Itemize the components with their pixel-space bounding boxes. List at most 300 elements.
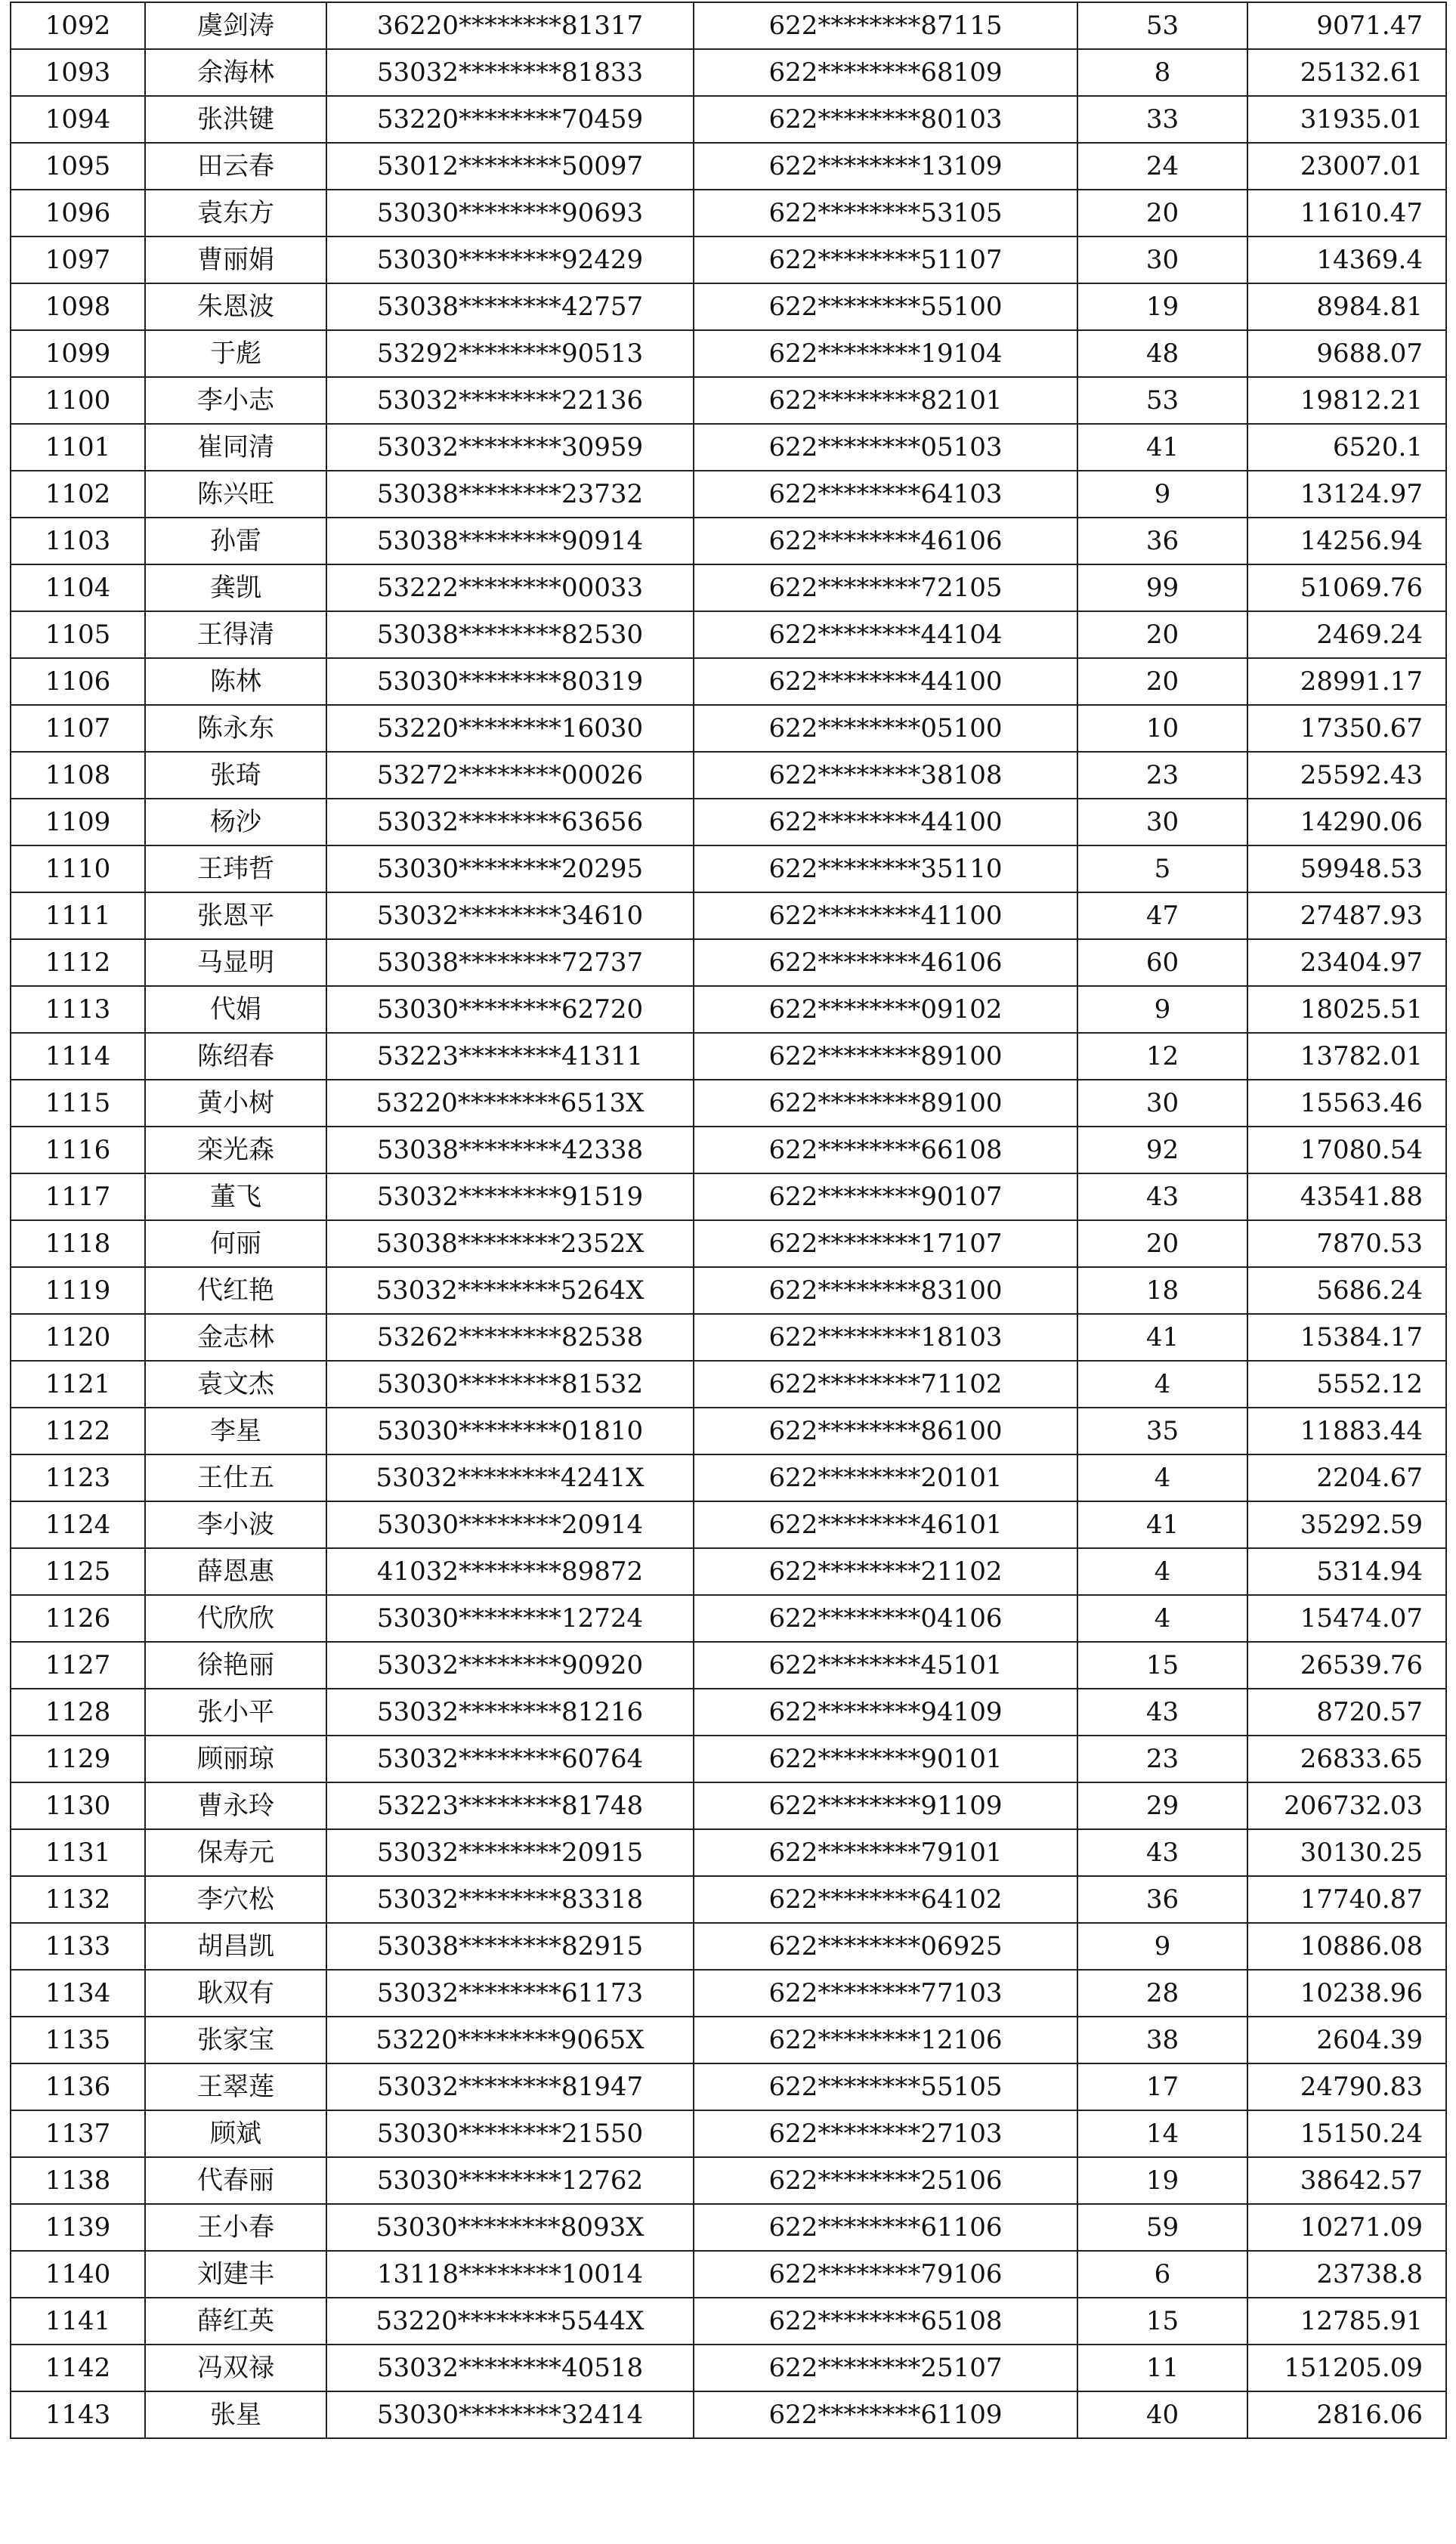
table-row [11, 330, 1446, 377]
name-cell: 顾斌 [145, 2110, 326, 2157]
id-number-cell: 53222********00033 [326, 564, 694, 611]
serial-cell: 1129 [11, 1736, 145, 1782]
id-number-cell: 53032********20915 [326, 1829, 694, 1876]
serial-cell: 1093 [11, 49, 145, 96]
serial-cell: 1136 [11, 2063, 145, 2110]
bank-card-cell: 622********66108 [694, 1127, 1077, 1173]
bank-card-cell: 622********80103 [694, 96, 1077, 143]
name-cell: 张琦 [145, 752, 326, 799]
amount-cell: 14256.94 [1247, 518, 1446, 564]
amount-cell: 23404.97 [1247, 939, 1446, 986]
serial-cell: 1141 [11, 2298, 145, 2345]
bank-card-cell: 622********61106 [694, 2204, 1077, 2251]
id-number-cell: 53030********8093X [326, 2204, 694, 2251]
bank-card-cell: 622********55105 [694, 2063, 1077, 2110]
table-row [11, 96, 1446, 143]
id-number-cell: 53032********4241X [326, 1454, 694, 1501]
count-cell: 5 [1077, 845, 1247, 892]
table-row [11, 1782, 1446, 1829]
name-cell: 袁东方 [145, 190, 326, 236]
serial-cell: 1138 [11, 2157, 145, 2204]
bank-card-cell: 622********71102 [694, 1361, 1077, 1408]
serial-cell: 1110 [11, 845, 145, 892]
table-row [11, 1501, 1446, 1548]
name-cell: 张恩平 [145, 892, 326, 939]
name-cell: 曹永玲 [145, 1782, 326, 1829]
amount-cell: 206732.03 [1247, 1782, 1446, 1829]
name-cell: 陈林 [145, 658, 326, 705]
table-row [11, 518, 1446, 564]
bank-card-cell: 622********17107 [694, 1220, 1077, 1267]
id-number-cell: 53038********2352X [326, 1220, 694, 1267]
amount-cell: 6520.1 [1247, 424, 1446, 471]
id-number-cell: 53038********82915 [326, 1923, 694, 1970]
bank-card-cell: 622********05103 [694, 424, 1077, 471]
count-cell: 15 [1077, 1642, 1247, 1689]
bank-card-cell: 622********44100 [694, 658, 1077, 705]
serial-cell: 1102 [11, 471, 145, 518]
name-cell: 代红艳 [145, 1267, 326, 1314]
count-cell: 43 [1077, 1689, 1247, 1736]
bank-card-cell: 622********09102 [694, 986, 1077, 1033]
table-row [11, 1408, 1446, 1454]
serial-cell: 1122 [11, 1408, 145, 1454]
name-cell: 李小波 [145, 1501, 326, 1548]
amount-cell: 17080.54 [1247, 1127, 1446, 1173]
bank-card-cell: 622********05100 [694, 705, 1077, 752]
amount-cell: 13782.01 [1247, 1033, 1446, 1080]
amount-cell: 15150.24 [1247, 2110, 1446, 2157]
serial-cell: 1134 [11, 1970, 145, 2017]
name-cell: 陈绍春 [145, 1033, 326, 1080]
bank-card-cell: 622********27103 [694, 2110, 1077, 2157]
count-cell: 23 [1077, 1736, 1247, 1782]
table-row [11, 1080, 1446, 1127]
table-row [11, 845, 1446, 892]
name-cell: 王小春 [145, 2204, 326, 2251]
count-cell: 6 [1077, 2251, 1247, 2298]
table-row [11, 2204, 1446, 2251]
serial-cell: 1109 [11, 799, 145, 845]
name-cell: 耿双有 [145, 1970, 326, 2017]
id-number-cell: 53032********90920 [326, 1642, 694, 1689]
serial-cell: 1114 [11, 1033, 145, 1080]
count-cell: 9 [1077, 471, 1247, 518]
table-row [11, 424, 1446, 471]
amount-cell: 17740.87 [1247, 1876, 1446, 1923]
amount-cell: 2469.24 [1247, 611, 1446, 658]
table-row [11, 1876, 1446, 1923]
table-row [11, 705, 1446, 752]
amount-cell: 2204.67 [1247, 1454, 1446, 1501]
table-row [11, 658, 1446, 705]
table-row [11, 986, 1446, 1033]
id-number-cell: 53032********30959 [326, 424, 694, 471]
table-row [11, 939, 1446, 986]
name-cell: 田云春 [145, 143, 326, 190]
name-cell: 薛恩惠 [145, 1548, 326, 1595]
name-cell: 李星 [145, 1408, 326, 1454]
bank-card-cell: 622********12106 [694, 2017, 1077, 2063]
bank-card-cell: 622********89100 [694, 1033, 1077, 1080]
count-cell: 14 [1077, 2110, 1247, 2157]
bank-card-cell: 622********20101 [694, 1454, 1077, 1501]
serial-cell: 1125 [11, 1548, 145, 1595]
bank-card-cell: 622********35110 [694, 845, 1077, 892]
bank-card-cell: 622********83100 [694, 1267, 1077, 1314]
id-number-cell: 53030********12762 [326, 2157, 694, 2204]
id-number-cell: 53032********61173 [326, 1970, 694, 2017]
name-cell: 代娟 [145, 986, 326, 1033]
count-cell: 4 [1077, 1595, 1247, 1642]
serial-cell: 1105 [11, 611, 145, 658]
table-row [11, 564, 1446, 611]
table-row [11, 2017, 1446, 2063]
amount-cell: 59948.53 [1247, 845, 1446, 892]
records-table [10, 2, 1447, 2439]
amount-cell: 2604.39 [1247, 2017, 1446, 2063]
name-cell: 龚凯 [145, 564, 326, 611]
amount-cell: 5686.24 [1247, 1267, 1446, 1314]
serial-cell: 1094 [11, 96, 145, 143]
serial-cell: 1123 [11, 1454, 145, 1501]
name-cell: 陈兴旺 [145, 471, 326, 518]
id-number-cell: 53038********90914 [326, 518, 694, 564]
amount-cell: 13124.97 [1247, 471, 1446, 518]
count-cell: 20 [1077, 611, 1247, 658]
serial-cell: 1098 [11, 283, 145, 330]
id-number-cell: 53038********23732 [326, 471, 694, 518]
table-row [11, 190, 1446, 236]
serial-cell: 1124 [11, 1501, 145, 1548]
amount-cell: 38642.57 [1247, 2157, 1446, 2204]
id-number-cell: 53032********40518 [326, 2345, 694, 2391]
serial-cell: 1100 [11, 377, 145, 424]
count-cell: 4 [1077, 1454, 1247, 1501]
name-cell: 徐艳丽 [145, 1642, 326, 1689]
serial-cell: 1112 [11, 939, 145, 986]
table-row [11, 611, 1446, 658]
count-cell: 40 [1077, 2391, 1247, 2438]
table-row [11, 236, 1446, 283]
amount-cell: 14290.06 [1247, 799, 1446, 845]
name-cell: 薛红英 [145, 2298, 326, 2345]
amount-cell: 8984.81 [1247, 283, 1446, 330]
id-number-cell: 36220********81317 [326, 2, 694, 49]
table-row [11, 1689, 1446, 1736]
amount-cell: 51069.76 [1247, 564, 1446, 611]
bank-card-cell: 622********46106 [694, 518, 1077, 564]
count-cell: 24 [1077, 143, 1247, 190]
name-cell: 崔同清 [145, 424, 326, 471]
id-number-cell: 53030********21550 [326, 2110, 694, 2157]
bank-card-cell: 622********45101 [694, 1642, 1077, 1689]
serial-cell: 1120 [11, 1314, 145, 1361]
serial-cell: 1135 [11, 2017, 145, 2063]
count-cell: 20 [1077, 1220, 1247, 1267]
id-number-cell: 53038********82530 [326, 611, 694, 658]
name-cell: 顾丽琼 [145, 1736, 326, 1782]
table-row [11, 2110, 1446, 2157]
name-cell: 于彪 [145, 330, 326, 377]
id-number-cell: 53223********81748 [326, 1782, 694, 1829]
name-cell: 张家宝 [145, 2017, 326, 2063]
table-row [11, 49, 1446, 96]
amount-cell: 25132.61 [1247, 49, 1446, 96]
id-number-cell: 53262********82538 [326, 1314, 694, 1361]
count-cell: 41 [1077, 424, 1247, 471]
amount-cell: 15563.46 [1247, 1080, 1446, 1127]
serial-cell: 1101 [11, 424, 145, 471]
amount-cell: 11610.47 [1247, 190, 1446, 236]
bank-card-cell: 622********06925 [694, 1923, 1077, 1970]
bank-card-cell: 622********79106 [694, 2251, 1077, 2298]
count-cell: 35 [1077, 1408, 1247, 1454]
serial-cell: 1096 [11, 190, 145, 236]
bank-card-cell: 622********55100 [694, 283, 1077, 330]
id-number-cell: 53220********6513X [326, 1080, 694, 1127]
table-row [11, 1923, 1446, 1970]
amount-cell: 12785.91 [1247, 2298, 1446, 2345]
serial-cell: 1113 [11, 986, 145, 1033]
bank-card-cell: 622********46101 [694, 1501, 1077, 1548]
amount-cell: 23738.8 [1247, 2251, 1446, 2298]
id-number-cell: 53220********70459 [326, 96, 694, 143]
table-row [11, 799, 1446, 845]
name-cell: 杨沙 [145, 799, 326, 845]
count-cell: 33 [1077, 96, 1247, 143]
bank-card-cell: 622********25107 [694, 2345, 1077, 2391]
amount-cell: 31935.01 [1247, 96, 1446, 143]
bank-card-cell: 622********04106 [694, 1595, 1077, 1642]
serial-cell: 1130 [11, 1782, 145, 1829]
amount-cell: 18025.51 [1247, 986, 1446, 1033]
serial-cell: 1118 [11, 1220, 145, 1267]
count-cell: 47 [1077, 892, 1247, 939]
count-cell: 41 [1077, 1501, 1247, 1548]
count-cell: 8 [1077, 49, 1247, 96]
count-cell: 53 [1077, 377, 1247, 424]
name-cell: 余海林 [145, 49, 326, 96]
amount-cell: 26833.65 [1247, 1736, 1446, 1782]
serial-cell: 1127 [11, 1642, 145, 1689]
bank-card-cell: 622********64102 [694, 1876, 1077, 1923]
serial-cell: 1111 [11, 892, 145, 939]
amount-cell: 10886.08 [1247, 1923, 1446, 1970]
count-cell: 29 [1077, 1782, 1247, 1829]
name-cell: 胡昌凯 [145, 1923, 326, 1970]
amount-cell: 10238.96 [1247, 1970, 1446, 2017]
table-row [11, 1033, 1446, 1080]
serial-cell: 1107 [11, 705, 145, 752]
name-cell: 刘建丰 [145, 2251, 326, 2298]
bank-card-cell: 622********79101 [694, 1829, 1077, 1876]
name-cell: 马显明 [145, 939, 326, 986]
serial-cell: 1137 [11, 2110, 145, 2157]
amount-cell: 15474.07 [1247, 1595, 1446, 1642]
id-number-cell: 53038********42757 [326, 283, 694, 330]
bank-card-cell: 622********77103 [694, 1970, 1077, 2017]
count-cell: 36 [1077, 1876, 1247, 1923]
amount-cell: 17350.67 [1247, 705, 1446, 752]
table-row [11, 143, 1446, 190]
amount-cell: 2816.06 [1247, 2391, 1446, 2438]
name-cell: 保寿元 [145, 1829, 326, 1876]
bank-card-cell: 622********64103 [694, 471, 1077, 518]
serial-cell: 1092 [11, 2, 145, 49]
name-cell: 代欣欣 [145, 1595, 326, 1642]
name-cell: 王得清 [145, 611, 326, 658]
count-cell: 30 [1077, 799, 1247, 845]
table-row [11, 2391, 1446, 2438]
id-number-cell: 53272********00026 [326, 752, 694, 799]
serial-cell: 1143 [11, 2391, 145, 2438]
name-cell: 虞剑涛 [145, 2, 326, 49]
bank-card-cell: 622********91109 [694, 1782, 1077, 1829]
id-number-cell: 53030********81532 [326, 1361, 694, 1408]
bank-card-cell: 622********87115 [694, 2, 1077, 49]
bank-card-cell: 622********86100 [694, 1408, 1077, 1454]
bank-card-cell: 622********25106 [694, 2157, 1077, 2204]
amount-cell: 10271.09 [1247, 2204, 1446, 2251]
id-number-cell: 53030********92429 [326, 236, 694, 283]
table-row [11, 1127, 1446, 1173]
count-cell: 20 [1077, 190, 1247, 236]
amount-cell: 14369.4 [1247, 236, 1446, 283]
id-number-cell: 53030********62720 [326, 986, 694, 1033]
id-number-cell: 53032********81833 [326, 49, 694, 96]
name-cell: 栾光森 [145, 1127, 326, 1173]
count-cell: 43 [1077, 1829, 1247, 1876]
count-cell: 12 [1077, 1033, 1247, 1080]
table-row [11, 752, 1446, 799]
table-row [11, 1548, 1446, 1595]
name-cell: 代春丽 [145, 2157, 326, 2204]
table-row [11, 1642, 1446, 1689]
bank-card-cell: 622********89100 [694, 1080, 1077, 1127]
amount-cell: 151205.09 [1247, 2345, 1446, 2391]
serial-cell: 1115 [11, 1080, 145, 1127]
id-number-cell: 53032********60764 [326, 1736, 694, 1782]
count-cell: 18 [1077, 1267, 1247, 1314]
count-cell: 9 [1077, 1923, 1247, 1970]
id-number-cell: 53032********81947 [326, 2063, 694, 2110]
table-row [11, 471, 1446, 518]
table-row [11, 2298, 1446, 2345]
amount-cell: 7870.53 [1247, 1220, 1446, 1267]
serial-cell: 1121 [11, 1361, 145, 1408]
table-row [11, 2157, 1446, 2204]
count-cell: 10 [1077, 705, 1247, 752]
bank-card-cell: 622********82101 [694, 377, 1077, 424]
table-row [11, 892, 1446, 939]
bank-card-cell: 622********44100 [694, 799, 1077, 845]
bank-card-cell: 622********44104 [694, 611, 1077, 658]
id-number-cell: 53038********72737 [326, 939, 694, 986]
amount-cell: 27487.93 [1247, 892, 1446, 939]
name-cell: 张洪键 [145, 96, 326, 143]
table-row [11, 1736, 1446, 1782]
bank-card-cell: 622********21102 [694, 1548, 1077, 1595]
name-cell: 何丽 [145, 1220, 326, 1267]
amount-cell: 8720.57 [1247, 1689, 1446, 1736]
count-cell: 48 [1077, 330, 1247, 377]
count-cell: 4 [1077, 1361, 1247, 1408]
count-cell: 20 [1077, 658, 1247, 705]
id-number-cell: 53220********5544X [326, 2298, 694, 2345]
amount-cell: 5314.94 [1247, 1548, 1446, 1595]
serial-cell: 1132 [11, 1876, 145, 1923]
id-number-cell: 41032********89872 [326, 1548, 694, 1595]
id-number-cell: 13118********10014 [326, 2251, 694, 2298]
count-cell: 38 [1077, 2017, 1247, 2063]
amount-cell: 15384.17 [1247, 1314, 1446, 1361]
name-cell: 李穴松 [145, 1876, 326, 1923]
id-number-cell: 53032********63656 [326, 799, 694, 845]
name-cell: 董飞 [145, 1173, 326, 1220]
id-number-cell: 53030********20295 [326, 845, 694, 892]
id-number-cell: 53030********90693 [326, 190, 694, 236]
amount-cell: 9071.47 [1247, 2, 1446, 49]
name-cell: 王仕五 [145, 1454, 326, 1501]
id-number-cell: 53032********34610 [326, 892, 694, 939]
table-row [11, 2063, 1446, 2110]
bank-card-cell: 622********68109 [694, 49, 1077, 96]
id-number-cell: 53030********20914 [326, 1501, 694, 1548]
count-cell: 17 [1077, 2063, 1247, 2110]
bank-card-cell: 622********38108 [694, 752, 1077, 799]
table-row [11, 1595, 1446, 1642]
id-number-cell: 53032********91519 [326, 1173, 694, 1220]
count-cell: 9 [1077, 986, 1247, 1033]
bank-card-cell: 622********94109 [694, 1689, 1077, 1736]
bank-card-cell: 622********65108 [694, 2298, 1077, 2345]
serial-cell: 1140 [11, 2251, 145, 2298]
serial-cell: 1104 [11, 564, 145, 611]
id-number-cell: 53223********41311 [326, 1033, 694, 1080]
bank-card-cell: 622********41100 [694, 892, 1077, 939]
bank-card-cell: 622********72105 [694, 564, 1077, 611]
name-cell: 李小志 [145, 377, 326, 424]
bank-card-cell: 622********51107 [694, 236, 1077, 283]
amount-cell: 35292.59 [1247, 1501, 1446, 1548]
count-cell: 30 [1077, 236, 1247, 283]
amount-cell: 19812.21 [1247, 377, 1446, 424]
name-cell: 金志林 [145, 1314, 326, 1361]
count-cell: 23 [1077, 752, 1247, 799]
count-cell: 92 [1077, 1127, 1247, 1173]
amount-cell: 30130.25 [1247, 1829, 1446, 1876]
amount-cell: 25592.43 [1247, 752, 1446, 799]
id-number-cell: 53220********16030 [326, 705, 694, 752]
bank-card-cell: 622********18103 [694, 1314, 1077, 1361]
serial-cell: 1131 [11, 1829, 145, 1876]
bank-card-cell: 622********53105 [694, 190, 1077, 236]
count-cell: 4 [1077, 1548, 1247, 1595]
amount-cell: 5552.12 [1247, 1361, 1446, 1408]
serial-cell: 1106 [11, 658, 145, 705]
table-row [11, 2, 1446, 49]
table-row [11, 1829, 1446, 1876]
serial-cell: 1126 [11, 1595, 145, 1642]
serial-cell: 1128 [11, 1689, 145, 1736]
amount-cell: 43541.88 [1247, 1173, 1446, 1220]
id-number-cell: 53038********42338 [326, 1127, 694, 1173]
name-cell: 张小平 [145, 1689, 326, 1736]
table-row [11, 1314, 1446, 1361]
amount-cell: 26539.76 [1247, 1642, 1446, 1689]
serial-cell: 1108 [11, 752, 145, 799]
